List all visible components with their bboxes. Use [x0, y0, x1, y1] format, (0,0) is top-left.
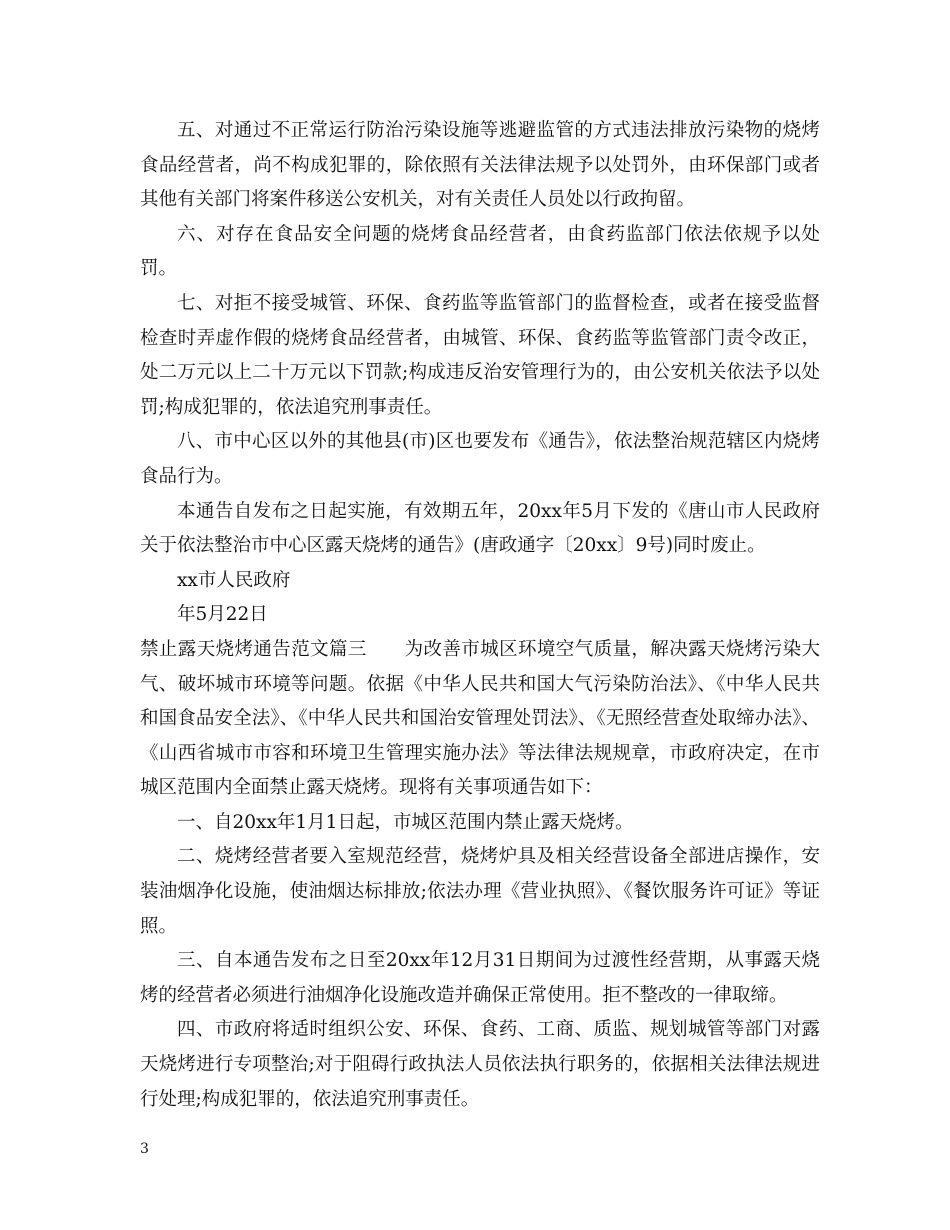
- paragraph-item-8: 八、市中心区以外的其他县(市)区也要发布《通告》，依法整治规范辖区内烧烤食品行为。: [140, 431, 820, 487]
- paragraph-item-6: 六、对存在食品安全问题的烧烤食品经营者，由食药监部门依法依规予以处罚。: [140, 223, 820, 280]
- paragraph-item-5: 五、对通过不正常运行防治污染设施等逃避监管的方式违法排放污染物的烧烤食品经营者，尚不构成犯罪的，除依照有关法律法规予以处罚外，由环保部门或者其他有关部门将案件移送公安机关，对有关责任人员处以行政拘留。: [140, 120, 820, 211]
- issue-date: 年5月22日: [177, 604, 268, 626]
- section-three-intro: 禁止露天烧烤通告范文篇三 为改善市城区环境空气质量，解决露天烧烤污染大气、破坏城市环境等问题。依据《中华人民共和国大气污染防治法》、《中华人民共和国食品安全法》、《中华人民共和国治安管理处罚法》、《无照经营查处取缔办法》、《山西省城市市容和环境卫生管理实施办法》等法律法规规章，市政府决定，在市城区范围内全面禁止露天烧烤。现将有关事项通告如下：: [140, 638, 820, 799]
- paragraph-item-2: 二、烧烤经营者要入室规范经营，烧烤炉具及相关经营设备全部进店操作，安装油烟净化设施，使油烟达标排放;依法办理《营业执照》、《餐饮服务许可证》等证照。: [140, 846, 820, 937]
- paragraph-effective-date: 本通告自发布之日起实施，有效期五年，20xx年5月下发的《唐山市人民政府关于依法整治市中心区露天烧烤的通告》(唐政通字〔20xx〕9号)同时废止。: [140, 500, 820, 557]
- paragraph-item-7: 七、对拒不接受城管、环保、食药监等监管部门的监督检查，或者在接受监督检查时弄虚作假的烧烤食品经营者，由城管、环保、食药监等监管部门责令改正，处二万元以上二十万元以下罚款;构成违反治安管理行为的，由公安机关依法予以处罚;构成犯罪的，依法追究刑事责任。: [140, 292, 820, 418]
- issuer-name: xx市人民政府: [177, 569, 291, 591]
- paragraph-item-3: 三、自本通告发布之日至20xx年12月31日期间为过渡性经营期，从事露天烧烤的经营者必须进行油烟净化设施改造并确保正常使用。拒不整改的一律取缔。: [140, 950, 820, 1006]
- page-number: 3: [140, 1141, 149, 1157]
- paragraph-item-4: 四、市政府将适时组织公安、环保、食药、工商、质监、规划城管等部门对露天烧烤进行专项整治;对于阻碍行政执法人员依法执行职务的，依据相关法律法规进行处理;构成犯罪的，依法追究刑事责任。: [140, 1019, 820, 1110]
- paragraph-item-1: 一、自20xx年1月1日起，市城区范围内禁止露天烧烤。: [177, 811, 634, 833]
- document-body: [140, 114, 820, 1117]
